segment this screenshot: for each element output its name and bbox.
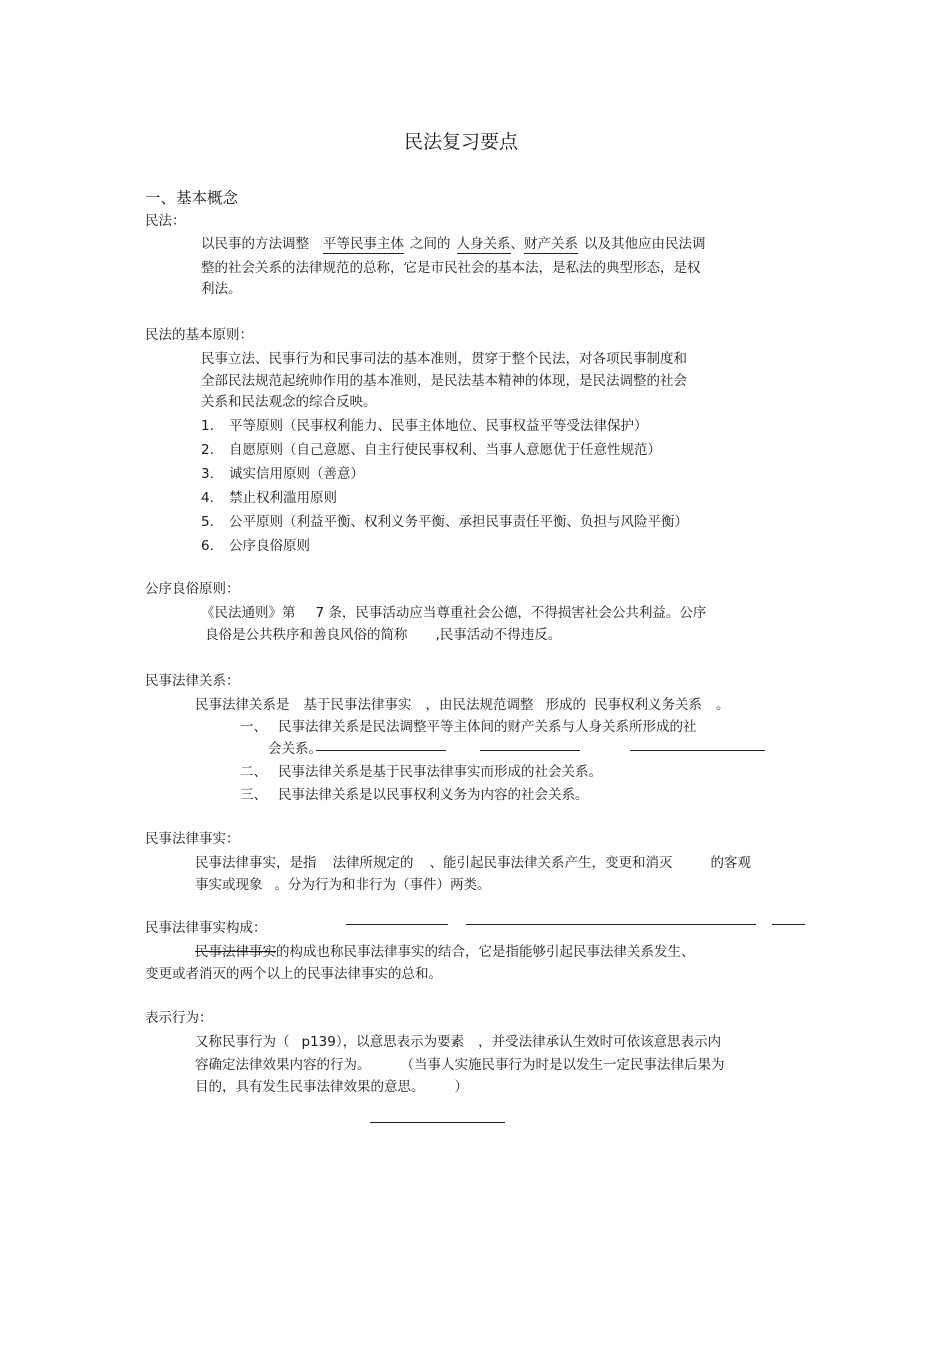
blank-line [370,1122,505,1123]
point-text: 民事法律关系是民法调整平等主体间的财产关系与人身关系所形成的社 [278,719,697,735]
point-text: 民事法律关系是基于民事法律事实而形成的社会关系。 [278,764,602,780]
text: 的构成也称民事法律事实的结合，它是指能够引起民事法律关系发生、 [276,944,695,960]
list-text: 平等原则（民事权利能力、民事主体地位、民事权益平等受法律保护） [229,418,648,434]
term-fact: 民事法律事实： [145,831,240,847]
text: ,民事活动不得违反。 [435,627,562,643]
list-text: 诚实信用原则（善意） [229,466,364,482]
expression-line-1 [195,1033,721,1051]
text: 民事法律关系是 [195,697,290,713]
fact-line-1 [195,854,751,872]
list-number: 6. [201,538,214,554]
list-number: 3. [201,466,214,482]
page-title: 民法复习要点 [404,131,519,153]
principles-desc-1: 民事立法、民事行为和民事司法的基本准则，贯穿于整个民法，对各项民事制度和 [201,351,687,367]
point-number: 三、 [240,787,267,803]
text: 的客观 [710,855,751,871]
text: p139），以意思表示为要素 [301,1034,465,1050]
text: 法律所规定的 [332,855,414,871]
text: 7 条，民事活动应当尊重社会公德，不得损害社会公共利益。公序 [315,605,707,621]
blank-line [480,750,580,751]
point-number: 一、 [240,719,267,735]
underlined-term: 平等民事主体 [323,236,404,252]
relation-point-1-cont: 会关系。 [268,741,322,757]
underlined-term: 人身关系 [456,236,511,252]
minfa-line-3: 利法。 [201,281,242,297]
text: 民事权利义务关系 [594,697,702,713]
text: 以及其他应由民法调 [584,236,706,252]
text: 良俗是公共秩序和善良风俗的简称 [205,627,408,643]
point-text: 民事法律关系是以民事权利义务为内容的社会关系。 [278,787,589,803]
list-item [201,417,648,435]
list-text: 公平原则（利益平衡、权利义务平衡、承担民事责任平衡、负担与风险平衡） [229,514,688,530]
underlined-term: 财产关系 [524,236,578,252]
expression-line-2 [195,1056,725,1074]
principles-desc-2: 全部民法规范起统帅作用的基本准则，是民法基本精神的体现，是民法调整的社会 [201,373,687,389]
list-text: 公序良俗原则 [229,538,310,554]
gongxu-line-2 [205,626,561,644]
relation-line-1 [195,696,730,714]
relation-point-1 [240,718,697,736]
gongxu-line-1 [201,604,706,622]
list-item [201,465,364,483]
composition-line-1 [195,943,695,961]
term-minfa: 民法： [145,213,186,229]
list-number: 5. [201,514,214,530]
expression-line-3 [195,1078,468,1096]
text: 事实或现象 [195,877,263,893]
list-item [201,537,310,555]
text: 基于民事法律事实 [303,697,412,713]
text: 、能引起民事法律关系产生，变更和消灭 [429,855,673,871]
minfa-line-2: 整的社会关系的法律规范的总称，它是市民社会的基本法，是私法的典型形态，是权 [201,260,701,276]
list-number: 1. [201,418,214,434]
list-item [201,489,337,507]
minfa-line-1 [201,235,706,253]
text: 《民法通则》第 [201,605,296,621]
text: ，并受法律承认生效时可依该意思表示内 [478,1034,722,1050]
term-composition: 民事法律事实构成： [145,920,267,936]
text: 又称民事行为（ [195,1034,290,1050]
text: 、 [510,236,524,252]
term-gongxu: 公序良俗原则： [145,581,240,597]
list-number: 2. [201,442,214,458]
term-principles: 民法的基本原则： [145,327,253,343]
text: 以民事的方法调整 [201,236,309,252]
list-text: 禁止权利滥用原则 [229,490,337,506]
fact-line-2 [195,876,491,894]
relation-point-2 [240,763,602,781]
text: 民事法律事实，是指 [195,855,317,871]
text: ） [454,1079,468,1095]
blank-line [346,924,448,925]
principles-desc-3: 关系和民法观念的综合反映。 [201,394,377,410]
text: 形成的 [545,697,586,713]
text: （当事人实施民事行为时是以发生一定民事法律后果为 [400,1057,725,1073]
text: 。 [716,697,730,713]
blank-line [466,924,756,925]
blank-line [316,750,446,751]
section-heading: 一、基本概念 [145,189,239,207]
list-item [201,441,661,459]
text: ，由民法规范调整 [425,697,534,713]
text: 。分为行为和非行为（事件）两类。 [274,877,491,893]
blank-line [630,750,765,751]
point-number: 二、 [240,764,267,780]
text: 之间的 [410,236,451,252]
text: 目的，具有发生民事法律效果的意思。 [195,1079,425,1095]
relation-point-3 [240,786,589,804]
text: 容确定法律效果内容的行为。 [195,1057,371,1073]
blank-line [772,924,805,925]
list-text: 自愿原则（自己意愿、自主行使民事权利、当事人意愿优于任意性规范） [229,442,661,458]
composition-line-2: 变更或者消灭的两个以上的民事法律事实的总和。 [145,966,442,982]
list-item [201,513,688,531]
list-number: 4. [201,490,214,506]
term-relation: 民事法律关系： [145,673,240,689]
term-expression: 表示行为： [145,1010,213,1026]
struck-term: 民事法律事实 [195,944,276,960]
